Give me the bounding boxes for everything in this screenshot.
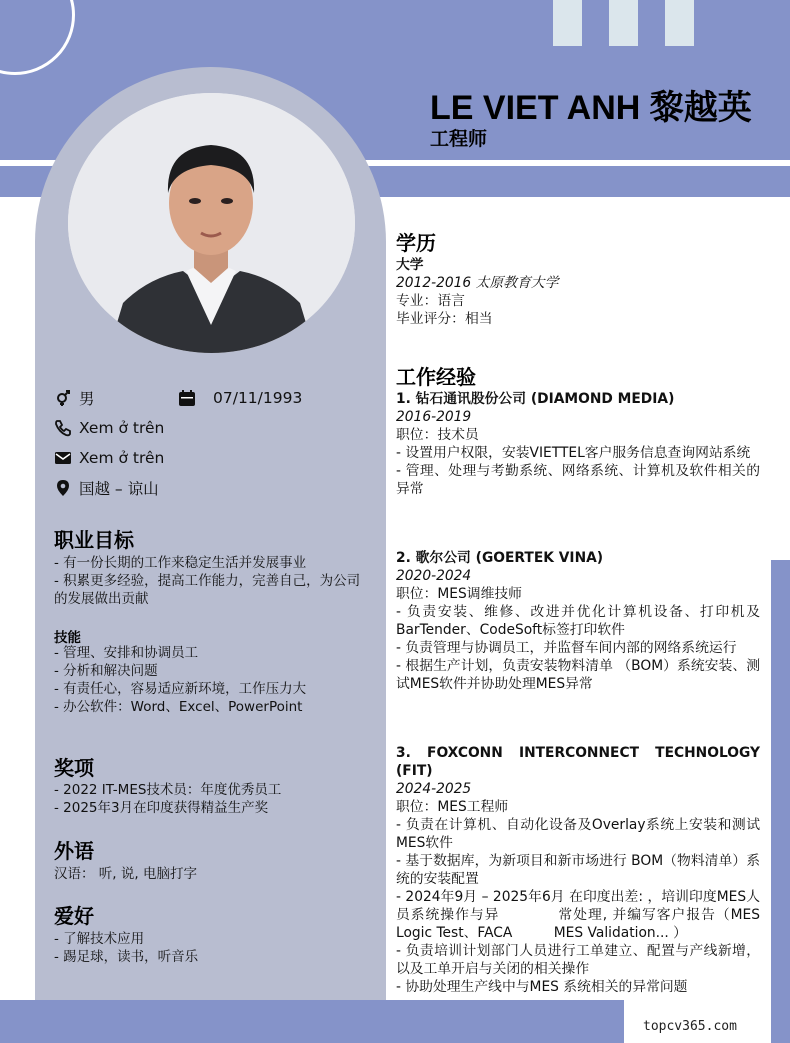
job-entry — [396, 744, 760, 996]
job-title: 工程师 — [430, 128, 488, 150]
job-entry — [396, 549, 760, 693]
job-duty: - 基于数据库，为新项目和新市场进行 BOM（物料清单）系统的安装配置 — [396, 853, 760, 887]
education-level: 大学 — [396, 257, 424, 273]
portrait-illustration — [68, 93, 355, 353]
gender-icon — [54, 389, 72, 407]
job-position: 职位：MES工程师 — [396, 799, 509, 815]
objective-line: - 积累更多经验，提高工作能力，完善自己，为公司的发展做出贡献 — [54, 573, 361, 607]
watermark-text: topcv365.com — [643, 1019, 737, 1034]
job-duty: - 负责在计算机、自动化设备及Overlay系统上安装和测试MES软件 — [396, 817, 760, 851]
education-grade: 毕业评分：相当 — [396, 311, 493, 327]
decorative-bar — [609, 0, 638, 46]
job-company: 1. 钻石通讯股份公司 (DIAMOND MEDIA) — [396, 391, 675, 407]
candidate-name: LE VIET ANH 黎越英 — [430, 89, 752, 127]
skill-item: - 有责任心，容易适应新环境，工作压力大 — [54, 681, 307, 697]
skill-item: - 分析和解决问题 — [54, 663, 158, 679]
skill-item: - 管理、安排和协调员工 — [54, 645, 199, 661]
award-item: - 2022 IT-MES技术员：年度优秀员工 — [54, 782, 282, 798]
job-duty: - 设置用户权限，安装VIETTEL客户服务信息查询网站系统 — [396, 445, 751, 461]
decorative-bar — [665, 0, 694, 46]
job-period: 2020-2024 — [396, 568, 472, 584]
job-position: 职位：MES调维技师 — [396, 586, 522, 602]
job-duty: - 协助处理生产线中与MES 系统相关的异常问题 — [396, 979, 688, 995]
right-accent-strip — [771, 560, 790, 1043]
language-item: 汉语： 听, 说, 电脑打字 — [54, 866, 197, 882]
location-pin-icon — [54, 479, 72, 497]
awards-list — [54, 781, 369, 817]
job-duty: - 负责安装、维修、改进并优化计算机设备、打印机及BarTender、CodeSoft标签打印软件 — [396, 604, 760, 638]
languages-list — [54, 865, 369, 883]
job-period: 2016-2019 — [396, 409, 472, 425]
job-company: 3. FOXCONN INTERCONNECT TECHNOLOGY (FIT) — [396, 745, 760, 779]
job-duty: - 负责培训计划部门人员进行工单建立、配置与产线新增，以及工单开启与关闭的相关操作 — [396, 943, 760, 977]
decorative-bar — [553, 0, 582, 46]
birthdate-value: 07/11/1993 — [213, 389, 303, 407]
footer-band — [0, 1000, 624, 1043]
skills-list — [54, 644, 369, 716]
award-item: - 2025年3月在印度获得精益生产奖 — [54, 800, 269, 816]
profile-photo — [68, 93, 355, 353]
job-period: 2024-2025 — [396, 781, 472, 797]
phone-icon — [54, 419, 72, 437]
education-period: 2012-2016 太原教育大学 — [396, 275, 559, 291]
education-block — [396, 256, 760, 328]
phone-value: Xem ở trên — [79, 419, 165, 437]
objective-text — [54, 554, 369, 608]
contact-birthdate — [178, 387, 302, 409]
contact-phone — [54, 417, 164, 439]
hobby-item: - 了解技术应用 — [54, 931, 145, 947]
contact-address — [54, 477, 159, 499]
hobbies-list — [54, 930, 369, 966]
job-duty: - 2024年9月 – 2025年6月 在印度出差: ，培训印度MES人员系统操作与异 常处理, 并编写客户报告（MES Logic Test、FACA MES Validation... ） — [396, 889, 760, 941]
job-duty: - 管理、处理与考勤系统、网络系统、计算机及软件相关的异常 — [396, 463, 760, 497]
email-value: Xem ở trên — [79, 449, 165, 467]
awards-heading: 奖项 — [54, 756, 94, 780]
experience-heading: 工作经验 — [396, 365, 476, 389]
job-company: 2. 歌尔公司 (GOERTEK VINA) — [396, 550, 604, 566]
contact-gender — [54, 387, 95, 409]
envelope-icon — [54, 449, 72, 467]
job-position: 职位：技术员 — [396, 427, 479, 443]
skills-heading: 技能 — [54, 630, 81, 646]
education-major: 专业：语言 — [396, 293, 465, 309]
contact-email — [54, 447, 164, 469]
skill-item: - 办公软件：Word、Excel、PowerPoint — [54, 699, 303, 715]
job-duty: - 根据生产计划，负责安装物料清单 （BOM）系统安装、测试MES软件并协助处理MES异常 — [396, 658, 760, 692]
objective-heading: 职业目标 — [54, 528, 134, 552]
gender-value: 男 — [79, 390, 95, 408]
job-duty: - 负责管理与协调员工，并监督车间内部的网络系统运行 — [396, 640, 737, 656]
education-heading: 学历 — [396, 231, 436, 255]
address-value: 国越 – 谅山 — [79, 480, 159, 498]
objective-line: - 有一份长期的工作来稳定生活并发展事业 — [54, 555, 307, 571]
calendar-icon — [178, 389, 196, 407]
hobbies-heading: 爱好 — [54, 904, 94, 928]
hobby-item: - 踢足球，读书，听音乐 — [54, 949, 199, 965]
languages-heading: 外语 — [54, 839, 94, 863]
job-entry — [396, 390, 760, 498]
